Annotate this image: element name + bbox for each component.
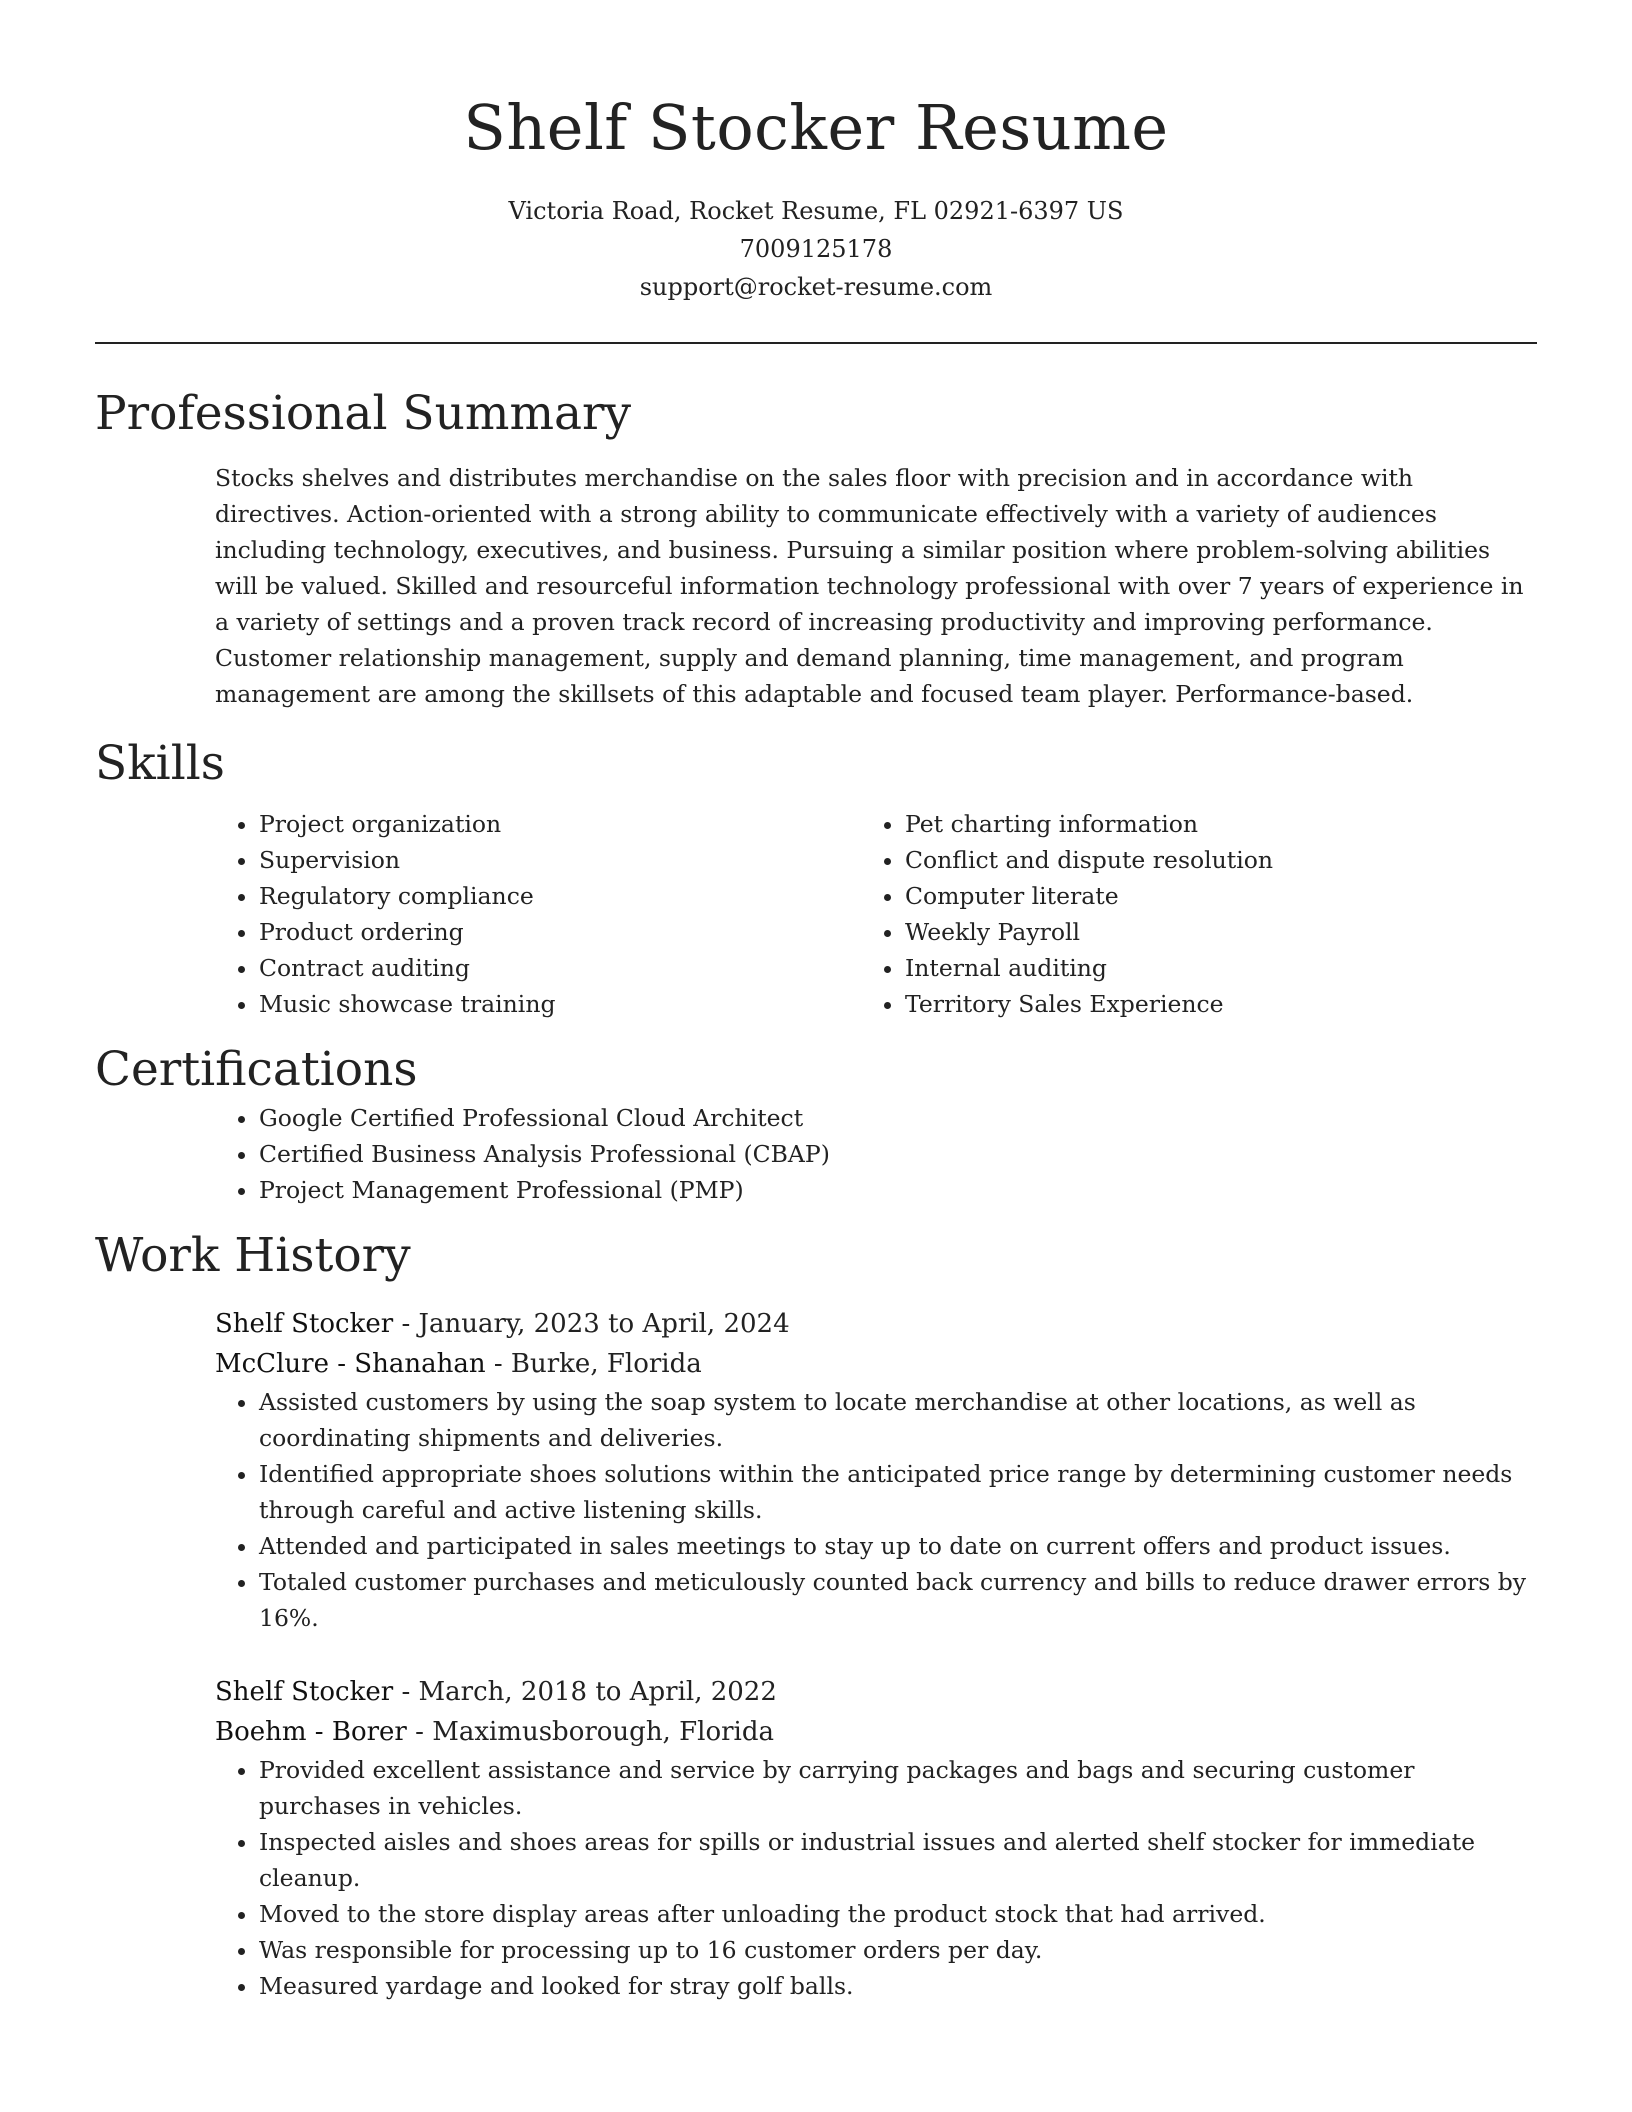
job-bullet: • Moved to the store display areas after unloading the product stock that had arrived.: [259, 1896, 1537, 1932]
job-location: Maximusborough, Florida: [432, 1717, 774, 1747]
job-bullet: • Measured yardage and looked for stray golf balls.: [259, 1968, 1537, 2004]
skills-columns: [215, 806, 1537, 1022]
skill-item: • Pet charting information: [905, 806, 1507, 842]
skill-item: • Weekly Payroll: [905, 914, 1507, 950]
certifications-heading: Certifications: [95, 1042, 418, 1097]
skills-list-left: [215, 806, 861, 1022]
certification-item: • Google Certified Professional Cloud Architect: [259, 1100, 1537, 1136]
work-history-section: [95, 1304, 1537, 2004]
job-location: Burke, Florida: [510, 1349, 702, 1379]
contact-address: Victoria Road, Rocket Resume, FL 02921-6397 US: [508, 197, 1124, 225]
job-bullet: • Inspected aisles and shoes areas for spills or industrial issues and alerted shelf stocker for immediate cleanup.: [259, 1824, 1537, 1896]
skill-item: • Project organization: [259, 806, 861, 842]
resume-header: [95, 0, 1537, 306]
skills-heading: Skills: [95, 736, 225, 791]
job-company-line: Boehm - Borer - Maximusborough, Florida: [215, 1717, 774, 1747]
summary-heading: Professional Summary: [95, 386, 632, 441]
summary-section: [95, 460, 1537, 712]
job-dates: January, 2023 to April, 2024: [418, 1309, 790, 1339]
contact-email: support@rocket-resume.com: [639, 273, 993, 301]
job-entry: [215, 1304, 1537, 1636]
certifications-list: [215, 1100, 1537, 1208]
job-title-line: Shelf Stocker - January, 2023 to April, 2024: [215, 1309, 790, 1339]
skill-item: • Contract auditing: [259, 950, 861, 986]
job-title: Shelf Stocker: [215, 1677, 394, 1707]
skill-item: • Conflict and dispute resolution: [905, 842, 1507, 878]
contact-phone: 7009125178: [739, 235, 893, 263]
skill-item: • Supervision: [259, 842, 861, 878]
summary-text: Stocks shelves and distributes merchandise on the sales floor with precision and in accordance with directives. Action-oriented with a strong ability to communicate effectively with a variety of audiences including technology, executives, and business. Pursuing a similar position where problem-solving abilities will be valued. Skilled and resourceful information technology professional with over 7 years of experience in a variety of settings and a proven track record of increasing productivity and improving performance. Customer relationship management, supply and demand planning, time management, and program management are among the skillsets of this adaptable and focused team player. Performance-based.: [215, 464, 1524, 708]
skill-item: • Product ordering: [259, 914, 861, 950]
skill-item: • Internal auditing: [905, 950, 1507, 986]
certifications-section: [95, 1100, 1537, 1208]
job-bullets: [215, 1752, 1537, 2004]
job-entry: [215, 1672, 1537, 2004]
job-company-line: McClure - Shanahan - Burke, Florida: [215, 1349, 702, 1379]
job-company: Boehm - Borer: [215, 1717, 407, 1747]
work-history-heading: Work History: [95, 1228, 411, 1283]
job-bullet: • Provided excellent assistance and service by carrying packages and bags and securing customer purchases in vehicles.: [259, 1752, 1537, 1824]
contact-block: [95, 192, 1537, 306]
skills-column-right: [861, 806, 1507, 1022]
skills-list-right: [861, 806, 1507, 1022]
skills-column-left: [215, 806, 861, 1022]
job-bullet: • Was responsible for processing up to 16 customer orders per day.: [259, 1932, 1537, 1968]
skill-item: • Computer literate: [905, 878, 1507, 914]
certification-item: • Project Management Professional (PMP): [259, 1172, 1537, 1208]
job-bullet: • Identified appropriate shoes solutions within the anticipated price range by determining customer needs through careful and active listening skills.: [259, 1456, 1537, 1528]
job-bullets: [215, 1384, 1537, 1636]
skill-item: • Music showcase training: [259, 986, 861, 1022]
job-company: McClure - Shanahan: [215, 1349, 486, 1379]
skill-item: • Territory Sales Experience: [905, 986, 1507, 1022]
job-title: Shelf Stocker: [215, 1309, 394, 1339]
skills-section: [95, 806, 1537, 1022]
resume-title: Shelf Stocker Resume: [463, 91, 1169, 164]
job-dates: March, 2018 to April, 2022: [418, 1677, 777, 1707]
job-title-line: Shelf Stocker - March, 2018 to April, 2022: [215, 1677, 777, 1707]
job-bullet: • Totaled customer purchases and meticulously counted back currency and bills to reduce drawer errors by 16%.: [259, 1564, 1537, 1636]
certification-item: • Certified Business Analysis Professional (CBAP): [259, 1136, 1537, 1172]
skill-item: • Regulatory compliance: [259, 878, 861, 914]
header-divider: [95, 342, 1537, 344]
job-bullet: • Attended and participated in sales meetings to stay up to date on current offers and product issues.: [259, 1528, 1537, 1564]
job-bullet: • Assisted customers by using the soap system to locate merchandise at other locations, as well as coordinating shipments and deliveries.: [259, 1384, 1537, 1456]
